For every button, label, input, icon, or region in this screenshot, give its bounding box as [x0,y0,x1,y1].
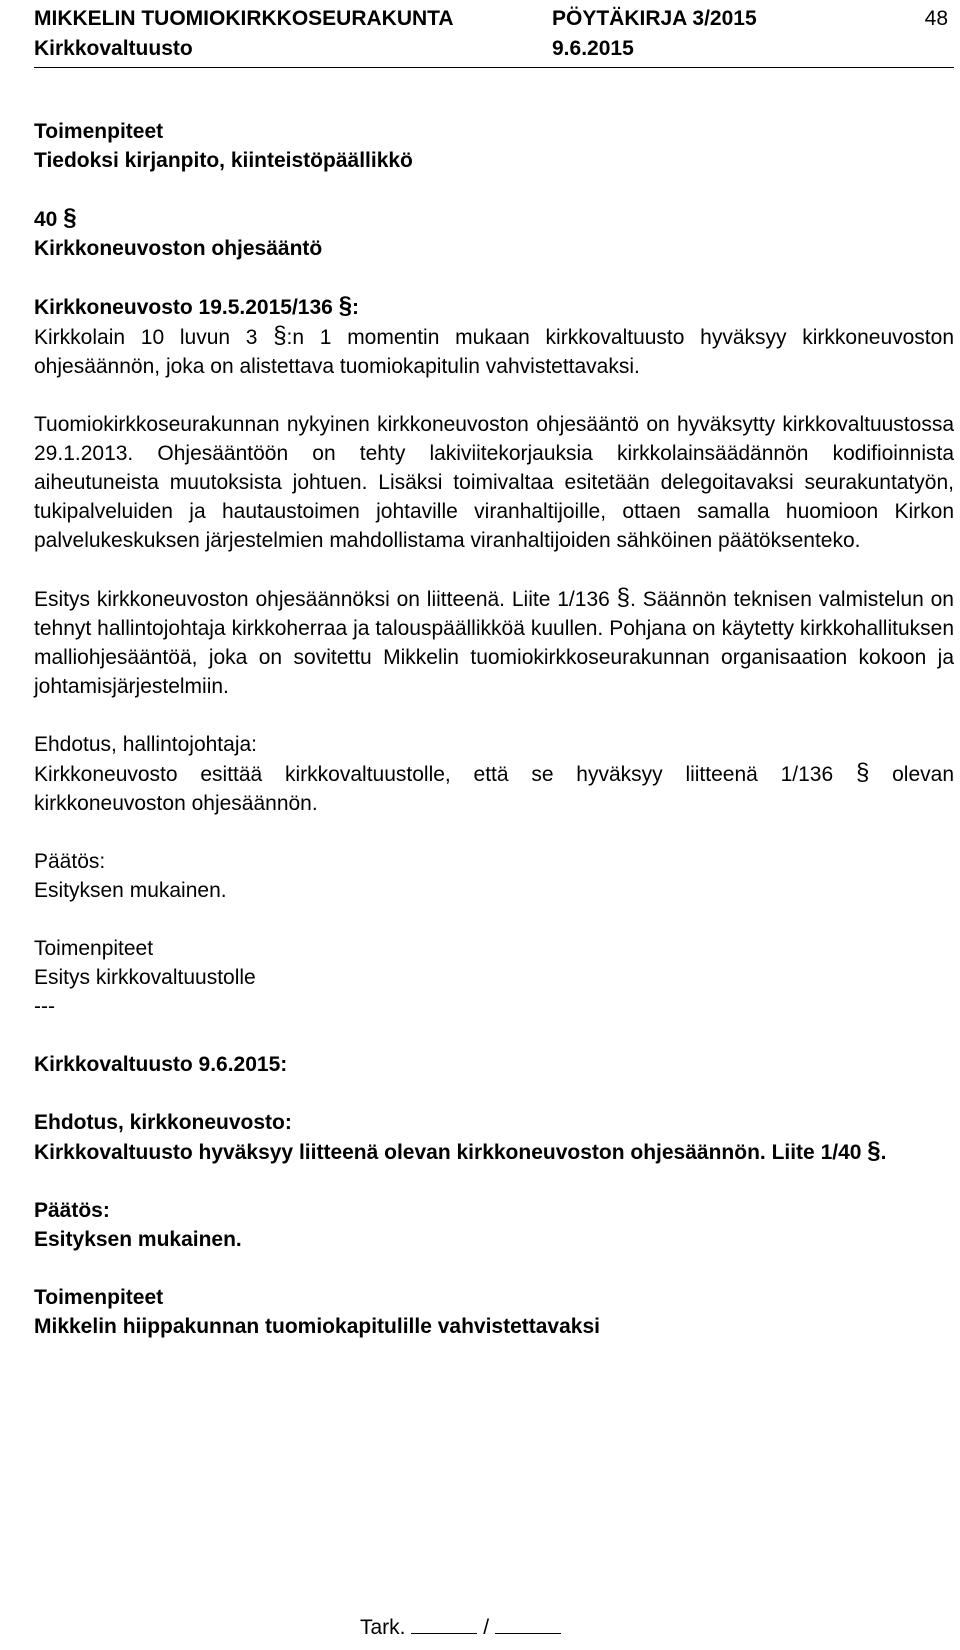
body-name: Kirkkovaltuusto [34,37,193,60]
review-footer [360,1613,561,1640]
actions-heading-1: Toimenpiteet [34,120,164,143]
review-slash: / [483,1616,490,1639]
decision-text-2: Esityksen mukainen. [34,1228,242,1251]
document-body [34,117,954,1341]
kirkkoneuvosto-reference: Kirkkoneuvosto 19.5.2015/136 §: [34,292,360,319]
decision-label-2: Päätös: [34,1199,110,1222]
section-sign-icon: § [273,322,287,349]
item-number: 40 § [34,204,77,231]
initials-blank-1 [411,1613,477,1634]
actions-heading-3: Toimenpiteet [34,1286,164,1309]
proposal-text-1: Kirkkoneuvosto esittää kirkkovaltuustolle, että se hyväksyy liitteenä 1/136 § olevan kirkkoneuvoston ohjesäännön. [34,759,955,815]
paragraph-1: Kirkkolain 10 luvun 3 §:n 1 momentin mukaan kirkkovaltuusto hyväksyy kirkkoneuvoston ohjesäännön, joka on alistettava tuomiokapitulin vahvistettavaksi. [34,322,954,378]
actions-text-1: Tiedoksi kirjanpito, kiinteistöpäällikkö [34,149,413,172]
actions-text-3: Mikkelin hiippakunnan tuomiokapitulille vahvistettavaksi [34,1315,600,1338]
paragraph-3: Esitys kirkkoneuvoston ohjesäännöksi on liitteenä. Liite 1/136 §. Säännön teknisen valmistelun on tehnyt hallintojohtaja kirkkoherraa ja talouspäällikköä kuullen. Pohjana on käytetty kirkkohallituksen malliohjesääntöä, joka on sovitettu Mikkelin tuomiokirkkoseurakunnan organisaation kokoon ja johtamisjärjestelmiin. [34,584,954,698]
section-sign-icon: § [63,204,77,231]
header-divider [34,67,954,68]
proposal-text-2: Kirkkovaltuusto hyväksyy liitteenä olevan kirkkoneuvoston ohjesäännön. Liite 1/40 §. [34,1137,887,1164]
decision-label-1: Päätös: [34,850,106,873]
org-name: MIKKELIN TUOMIOKIRKKOSEURAKUNTA [34,7,454,30]
separator: --- [34,995,55,1018]
item-title: Kirkkoneuvoston ohjesääntö [34,237,323,260]
paragraph-2: Tuomiokirkkoseurakunnan nykyinen kirkkoneuvoston ohjesääntö on hyväksytty kirkkovaltuustossa 29.1.2013. Ohjesääntöön on tehty lakiviitekorjauksia kirkkolainsäädännön kodifioinnista aiheutuneista muutoksista johtuen. Lisäksi toimivaltaa esitetään delegoitavaksi seurakuntatyön, tukipalveluiden ja hautaustoimen johtaville viranhaltijoille, ottaen samalla huomioon Kirkon palvelukeskuksen järjestelmien mahdollistama viranhaltijoiden sähköinen päätöksenteko. [34,413,954,552]
section-sign-icon: § [855,759,870,786]
section-sign-icon: § [338,292,353,319]
decision-text-1: Esityksen mukainen. [34,879,227,902]
actions-heading-2: Toimenpiteet [34,937,154,960]
kirkkovaltuusto-reference: Kirkkovaltuusto 9.6.2015: [34,1053,288,1076]
proposal-label-1: Ehdotus, hallintojohtaja: [34,733,257,756]
review-label: Tark. [360,1616,406,1639]
initials-blank-2 [495,1613,561,1634]
document-title: PÖYTÄKIRJA 3/2015 [552,7,757,30]
page-header [34,4,954,64]
page-number: 48 [924,7,948,30]
meeting-date: 9.6.2015 [552,37,634,60]
actions-text-2: Esitys kirkkovaltuustolle [34,966,256,989]
section-sign-icon: § [867,1137,881,1164]
section-sign-icon: § [616,584,631,611]
proposal-label-2: Ehdotus, kirkkoneuvosto: [34,1111,292,1134]
